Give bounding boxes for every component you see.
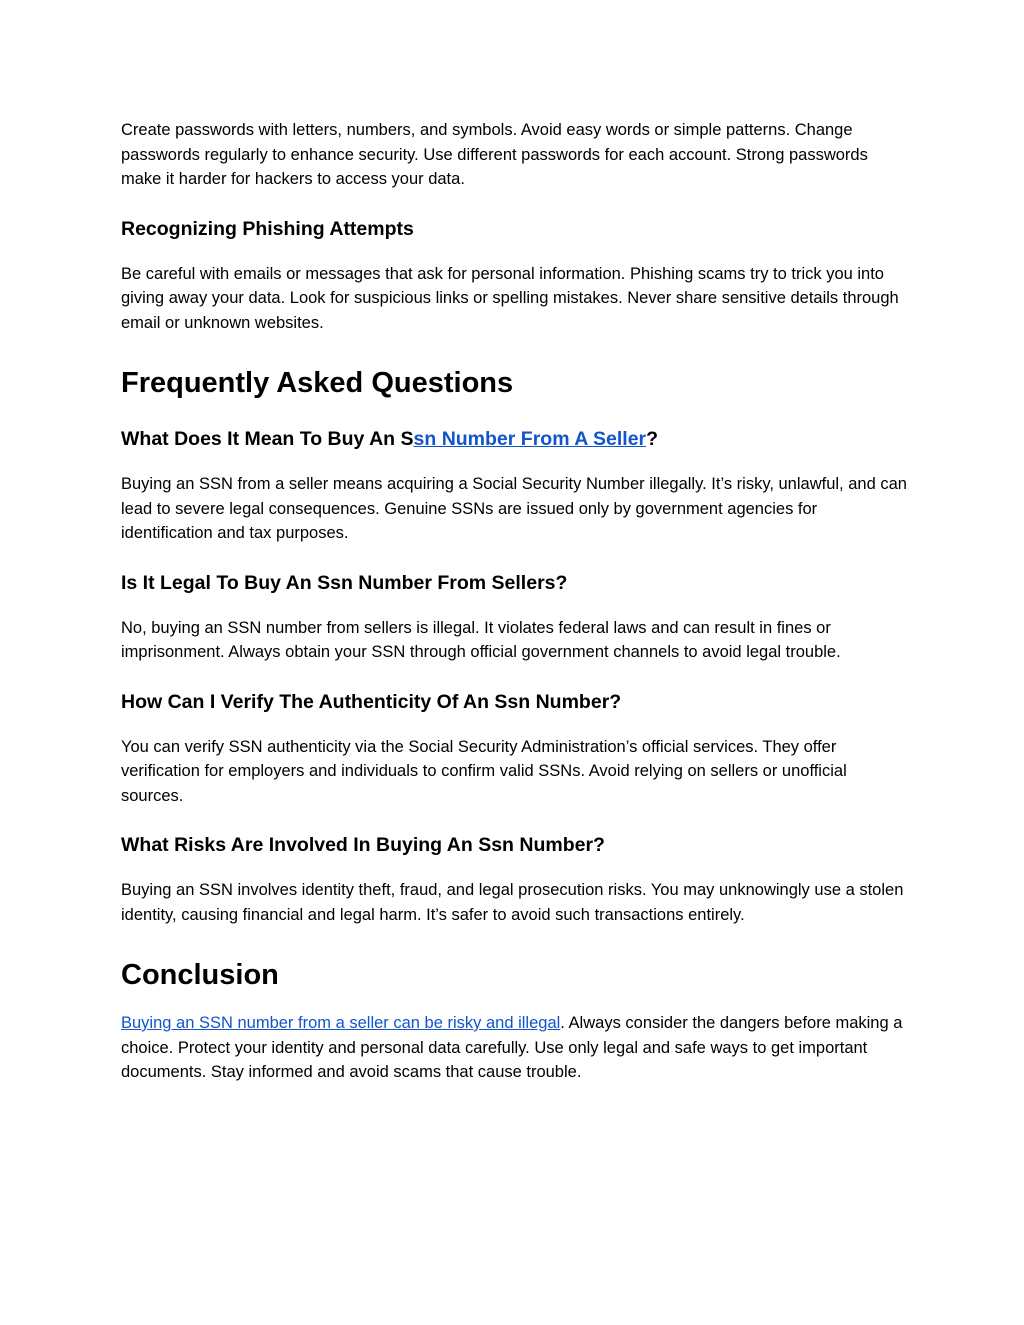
faq-answer-2: No, buying an SSN number from sellers is illegal. It violates federal laws and can result in fines or imprisonment. Always obtain your SSN through official government channels to avoid legal trouble. <box>121 618 841 661</box>
faq-answer-1: Buying an SSN from a seller means acquiring a Social Security Number illegally. It’s risky, unlawful, and can lead to severe legal consequences. Genuine SSNs are issued only by government agencies for identification and tax purposes. <box>121 475 907 542</box>
faq-question-4: What Risks Are Involved In Buying An Ssn Number? <box>121 834 605 856</box>
conclusion-heading: Conclusion <box>121 959 279 991</box>
conclusion-rest: . Always consider the dangers before making a choice. Protect your identity and personal data carefully. Use only legal and safe ways to get important documents. Stay informed and avoid scams that cause trouble. <box>121 1014 903 1081</box>
faq-question-1-prefix: What Does It Mean To Buy An S <box>121 428 414 450</box>
document-page <box>121 118 911 1085</box>
faq-answer-3: You can verify SSN authenticity via the Social Security Administration’s official services. They offer verification for employers and individuals to confirm valid SSNs. Avoid relying on sellers or unofficial sources. <box>121 737 847 805</box>
conclusion-paragraph <box>121 1011 911 1085</box>
conclusion-link[interactable]: Buying an SSN number from a seller can be risky and illegal <box>121 1014 561 1032</box>
intro-paragraph: Create passwords with letters, numbers, and symbols. Avoid easy words or simple patterns. Change passwords regularly to enhance security. Use different passwords for each account. Strong passwords make it harder for hackers to access your data. <box>121 121 868 188</box>
faq-question-3: How Can I Verify The Authenticity Of An Ssn Number? <box>121 690 622 713</box>
faq-question-1-link[interactable]: sn Number From A Seller <box>413 428 647 450</box>
phishing-paragraph: Be careful with emails or messages that ask for personal information. Phishing scams try to trick you into giving away your data. Look for suspicious links or spelling mistakes. Never share sensitive details through email or unknown websites. <box>121 264 899 332</box>
faq-heading: Frequently Asked Questions <box>121 367 514 399</box>
faq-question-2: Is It Legal To Buy An Ssn Number From Sellers? <box>121 571 568 594</box>
faq-question-1 <box>121 426 911 452</box>
phishing-heading: Recognizing Phishing Attempts <box>121 217 414 240</box>
faq-answer-4: Buying an SSN involves identity theft, fraud, and legal prosecution risks. You may unknowingly use a stolen identity, causing financial and legal harm. It’s safer to avoid such transactions entirely. <box>121 881 904 924</box>
faq-question-1-suffix: ? <box>646 428 659 450</box>
